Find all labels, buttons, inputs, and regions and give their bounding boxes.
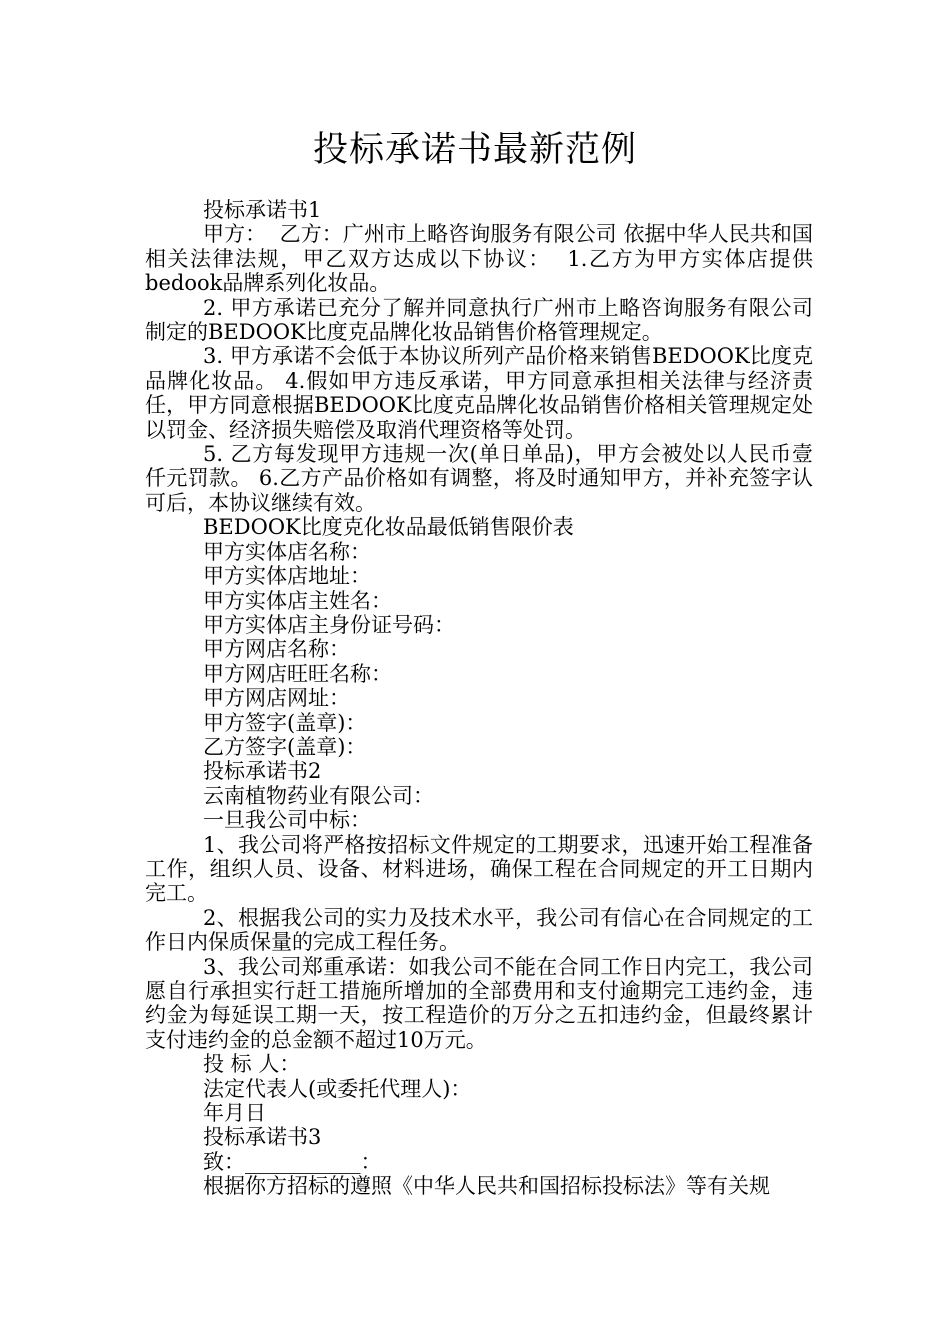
paragraph: 致：___________： [203,1149,382,1174]
paragraph: 3、我公司郑重承诺：如我公司不能在合同工作日内完工，我公司愿自行承担实行赶工措施所增加的全部费用和支付逾期完工违约金，违约金为每延误工期一天，按工程造价的万分之五扣违约金，但最终累计支付违约金的总金额不超过10万元。 [145,954,813,1052]
paragraph: 甲方实体店地址： [203,564,371,589]
paragraph: 3. 甲方承诺不会低于本协议所列产品价格来销售BEDOOK比度克品牌化妆品。 4.假如甲方违反承诺，甲方同意承担相关法律与经济责任，甲方同意根据BEDOOK比度克品牌化妆品销售价格相关管理规定处以罚金、经济损失赔偿及取消代理资格等处罚。 [145,344,813,442]
paragraph: 甲方实体店主身份证号码： [203,612,455,637]
paragraph: 甲方实体店名称： [203,539,371,564]
document-body [145,198,813,1199]
paragraph: 甲方签字(盖章)： [203,710,367,735]
paragraph: 法定代表人(或委托代理人)： [203,1076,472,1101]
paragraph: 投标承诺书1 [203,198,322,222]
paragraph: 2、根据我公司的实力及技术水平，我公司有信心在合同规定的工作日内保质保量的完成工程任务。 [145,905,813,955]
paragraph: 投标承诺书3 [203,1125,322,1150]
paragraph: 1、我公司将严格按招标文件规定的工期要求，迅速开始工程准备工作，组织人员、设备、材料进场，确保工程在合同规定的开工日期内完工。 [145,832,813,906]
paragraph: 根据你方招标的遵照《中华人民共和国招标投标法》等有关规 [203,1174,770,1199]
paragraph: 投 标 人： [203,1052,301,1077]
paragraph: 甲方网店旺旺名称： [203,661,392,686]
paragraph: 甲方： 乙方：广州市上略咨询服务有限公司 依据中华人民共和国相关法律法规，甲乙双方达成以下协议： 1.乙方为甲方实体店提供bedook品牌系列化妆品。 [145,222,813,296]
paragraph: 5. 乙方每发现甲方违规一次(单日单品)，甲方会被处以人民币壹仟元罚款。 6.乙方产品价格如有调整，将及时通知甲方，并补充签字认可后，本协议继续有效。 [145,442,813,515]
paragraph: 投标承诺书2 [203,759,322,784]
paragraph: 云南植物药业有限公司： [203,783,434,808]
document-title: 投标承诺书最新范例 [312,130,637,170]
paragraph: 2. 甲方承诺已充分了解并同意执行广州市上略咨询服务有限公司制定的BEDOOK比度克品牌化妆品销售价格管理规定。 [145,295,813,345]
paragraph: 甲方网店名称： [203,637,350,662]
paragraph: BEDOOK比度克化妆品最低销售限价表 [203,515,574,540]
paragraph: 年月日 [203,1101,266,1126]
paragraph: 一旦我公司中标： [203,808,371,833]
paragraph: 甲方网店网址： [203,686,350,711]
paragraph: 乙方签字(盖章)： [203,734,367,759]
paragraph: 甲方实体店主姓名： [203,588,392,613]
